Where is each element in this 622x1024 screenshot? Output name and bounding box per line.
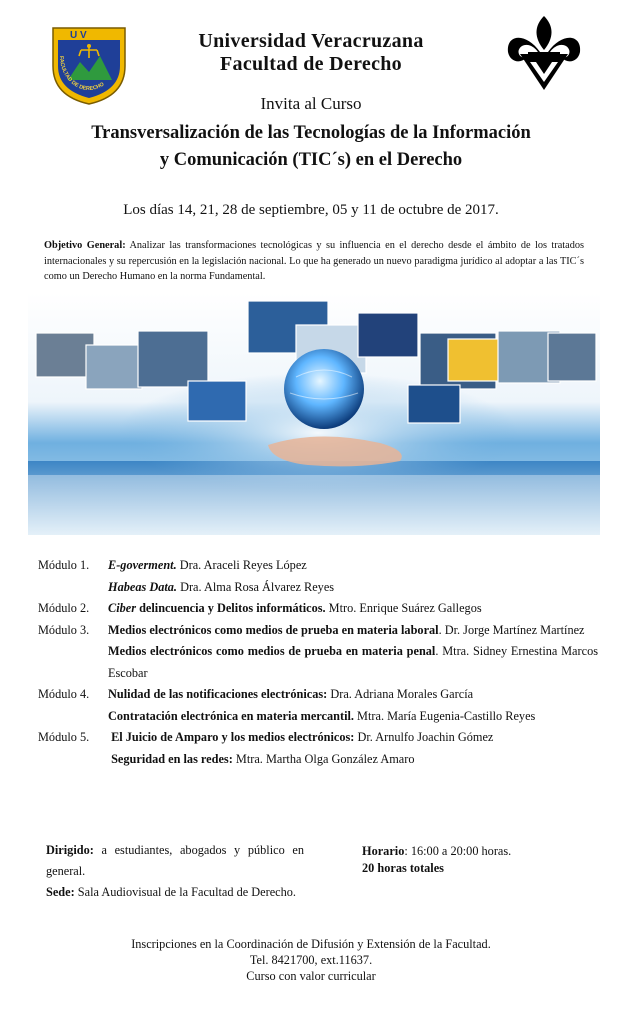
module-3 (38, 620, 598, 642)
university-name: Universidad Veracruzana (198, 30, 424, 52)
audience-and-venue (46, 840, 304, 903)
module-topic: Medios electrónicos como medios de prueba en materia laboral (108, 622, 439, 637)
module-topic: Medios electrónicos como medios de prueba en materia penal (108, 644, 436, 658)
technology-hero-image (28, 293, 600, 535)
module-speaker: Mtra. María Eugenia-Castillo Reyes (353, 708, 536, 723)
registration-line: Inscripciones en la Coordinación de Difusión y Extensión de la Facultad. (131, 937, 491, 951)
module-topic-italic: Ciber (108, 601, 137, 615)
logo-ring-text: FACULTAD DE DERECHO (57, 55, 106, 93)
module-speaker: Dra. Adriana Morales García (327, 687, 474, 701)
total-hours: 20 horas totales (362, 861, 444, 875)
module-topic: E-goverment. (108, 558, 177, 572)
faculty-name: Facultad de Derecho (220, 53, 402, 75)
module-speaker: Mtra. Martha Olga González Amaro (232, 751, 415, 766)
fleur-de-lis-logo-icon (504, 14, 584, 92)
module-speaker: Dr. Arnulfo Joachin Gómez (354, 730, 494, 744)
module-topic: Habeas Data. (108, 579, 177, 594)
module-3-second-topic (38, 641, 598, 684)
module-4-second-topic (38, 706, 598, 728)
module-speaker: . Mtra. Sidney Ernestina Marcos Escobar (108, 644, 599, 680)
module-topic: Nulidad de las notificaciones electrónicas: (108, 687, 328, 701)
module-4 (38, 684, 598, 706)
module-2 (38, 598, 598, 620)
module-5 (38, 727, 598, 749)
objective-text: Analizar las transformaciones tecnológicas y su influencia en el derecho desde el ámbito de los tratados internacionales y su repercusión en la legislación nacional. Lo que ha generado un nuevo paradigma jurídico al adoptar a las TIC´s como un Derecho Humano en la norma Fundamental. (44, 240, 584, 282)
module-label: Módulo 1. (38, 558, 90, 572)
module-speaker: Mtro. Enrique Suárez Gallegos (325, 601, 482, 615)
registration-phone: Tel. 8421700, ext.11637. (249, 953, 373, 967)
schedule (362, 843, 592, 877)
course-title-line-1: Transversalización de las Tecnologías de la Información (91, 123, 531, 143)
audience (46, 840, 304, 882)
curricular-value: Curso con valor curricular (246, 969, 376, 983)
module-label: Módulo 4. (38, 687, 90, 701)
module-topic: El Juicio de Amparo y los medios electrónicos: (111, 730, 355, 744)
course-title (20, 120, 602, 174)
logo-letters: U V (70, 30, 87, 41)
schedule-text: : 16:00 a 20:00 horas. (404, 844, 512, 858)
module-1 (38, 555, 598, 577)
module-topic: Seguridad en las redes: (111, 751, 233, 766)
audience-label: Dirigido: (46, 843, 94, 857)
module-topic: delincuencia y Delitos informáticos. (136, 601, 326, 615)
module-speaker: Dra. Alma Rosa Álvarez Reyes (177, 579, 335, 594)
venue-label: Sede: (46, 885, 75, 899)
invite-line: Invita al Curso (260, 94, 362, 113)
venue (46, 882, 304, 903)
venue-text: Sala Audiovisual de la Facultad de Derecho. (74, 885, 296, 899)
registration-info (0, 936, 622, 984)
course-dates: Los días 14, 21, 28 de septiembre, 05 y 11 de octubre de 2017. (123, 202, 499, 218)
institution-name (120, 30, 502, 76)
schedule-label: Horario (362, 844, 405, 858)
module-label: Módulo 2. (38, 601, 90, 615)
module-label: Módulo 5. (38, 730, 90, 744)
course-title-line-2: y Comunicación (TIC´s) en el Derecho (159, 150, 463, 170)
modules-list (38, 555, 598, 770)
objective-label: Objetivo General: (44, 240, 126, 251)
module-label: Módulo 3. (38, 622, 90, 637)
module-speaker: . Dr. Jorge Martínez Martínez (438, 622, 585, 637)
audience-text: a estudiantes, abogados y público en general. (46, 843, 304, 878)
module-5-second-topic (38, 749, 598, 771)
module-topic: Contratación electrónica en materia mercantil. (108, 708, 354, 723)
module-speaker: Dra. Araceli Reyes López (176, 558, 307, 572)
module-1-second-topic (38, 577, 598, 599)
general-objective (44, 238, 584, 285)
